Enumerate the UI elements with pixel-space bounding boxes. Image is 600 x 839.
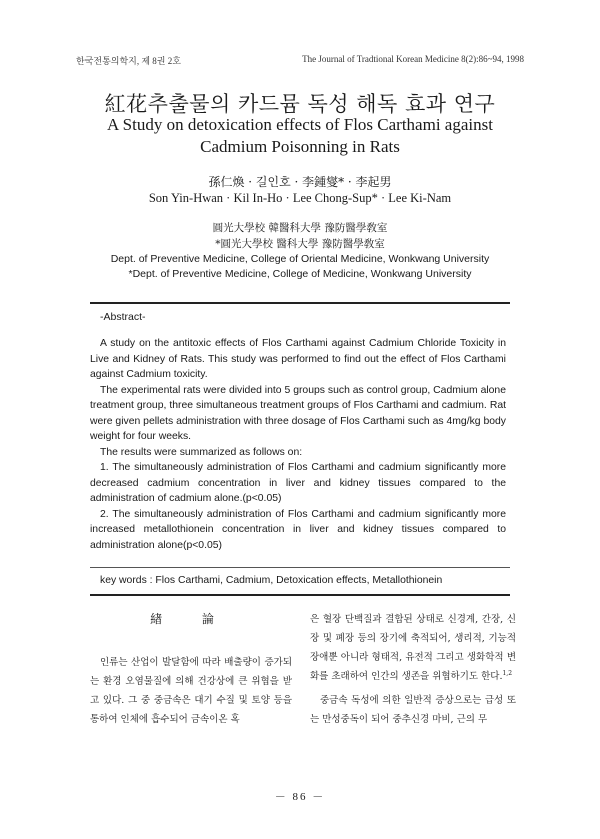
authors-english: Son Yin-Hwan · Kil In-Ho · Lee Chong-Sup* · Lee Ki-Nam — [148, 191, 452, 205]
running-head — [76, 54, 524, 67]
affiliation-korean-2: *圓光大學校 醫科大學 豫防醫學敎室 — [215, 238, 385, 250]
affiliation-english-1: Dept. of Preventive Medicine, College of Oriental Medicine, Wonkwang University — [110, 253, 490, 265]
abstract-paragraph: The experimental rats were divided into 5 groups such as control group, Cadmium alone treatment group, three simultaneous treatment groups of Flos Carthami and cadmium. Rat were given pellets administration with three dosage of Flos Carthami such as 4mg/kg body weight for four weeks. — [90, 384, 506, 442]
authors-korean: 孫仁煥 · 길인호 · 李鍾燮* · 李起男 — [208, 175, 392, 189]
page-number: － 86 － — [274, 791, 326, 803]
running-head-right: The Journal of Tradtional Korean Medicine 8(2):86~94, 1998 — [302, 54, 524, 64]
reference-superscript: 1,2 — [502, 669, 513, 677]
affiliation-korean-1: 圓光大學校 韓醫科大學 豫防醫學敎室 — [212, 222, 388, 234]
body-paragraph: 인류는 산업이 발달함에 따라 배출량이 증가되는 환경 오염물질에 의해 건강상에 큰 위협을 받고 있다. 그 중 중금속은 대기 수질 및 토양 등을 통하여 인체에 흡수되어 금속이온 혹 — [90, 657, 292, 725]
abstract-body — [90, 336, 506, 553]
body-column-left — [90, 610, 292, 729]
section-heading-introduction: 緖 論 — [150, 612, 232, 626]
affiliation-english-2: *Dept. of Preventive Medicine, College of Medicine, Wonkwang University — [128, 268, 472, 280]
body-column-right — [310, 610, 516, 729]
body-paragraph — [310, 610, 516, 686]
abstract-paragraph: 2. The simultaneously administration of Flos Carthami and cadmium significantly more increased metallothionein concentration in liver and kidney tissues compared to administration alone(p<0.05) — [90, 508, 506, 551]
abstract-paragraph: The results were summarized as follows on: — [100, 446, 303, 458]
abstract-paragraph: 1. The simultaneously administration of Flos Carthami and cadmium significantly more decreased cadmium concentration in liver and kidney tissues compared to the administration of cadmium alone.(p<0.05) — [90, 462, 506, 504]
running-head-left: 한국전통의학지, 제 8권 2호 — [76, 56, 181, 66]
abstract-label: -Abstract- — [100, 311, 146, 323]
title-english-line1: A Study on detoxication effects of Flos Carthami against — [107, 115, 493, 134]
body-paragraph: 중금속 독성에 의한 일반적 증상으로는 급성 또는 만성중독이 되어 중추신경 마비, 근의 무 — [310, 695, 516, 725]
title-english — [0, 114, 600, 158]
keywords-bottom-rule — [90, 594, 510, 596]
affiliations — [0, 220, 600, 282]
title-korean: 紅花추출물의 카드뮴 독성 해독 효과 연구 — [104, 92, 496, 116]
abstract-paragraph: A study on the antitoxic effects of Flos Carthami against Cadmium Chloride Toxicity in Live and Kidney of Rats. This study was performed to find out the effect of Flos Carthami against Cadmium toxicity. — [90, 338, 506, 380]
body-paragraph-text: 은 혈장 단백질과 결합된 상태로 신경계, 간장, 신장 및 폐장 등의 장기에 축적되어, 생리적, 기능적 장애뿐 아니라 형태적, 유전적 그리고 생화학적 변화를 초래하여 인간의 생존을 위협하기도 한다. — [310, 614, 516, 682]
abstract-top-rule — [90, 302, 510, 304]
keywords: key words : Flos Carthami, Cadmium, Detoxication effects, Metallothionein — [100, 575, 443, 586]
keywords-top-rule — [90, 567, 510, 568]
title-english-line2: Cadmium Poisonning in Rats — [200, 137, 400, 156]
